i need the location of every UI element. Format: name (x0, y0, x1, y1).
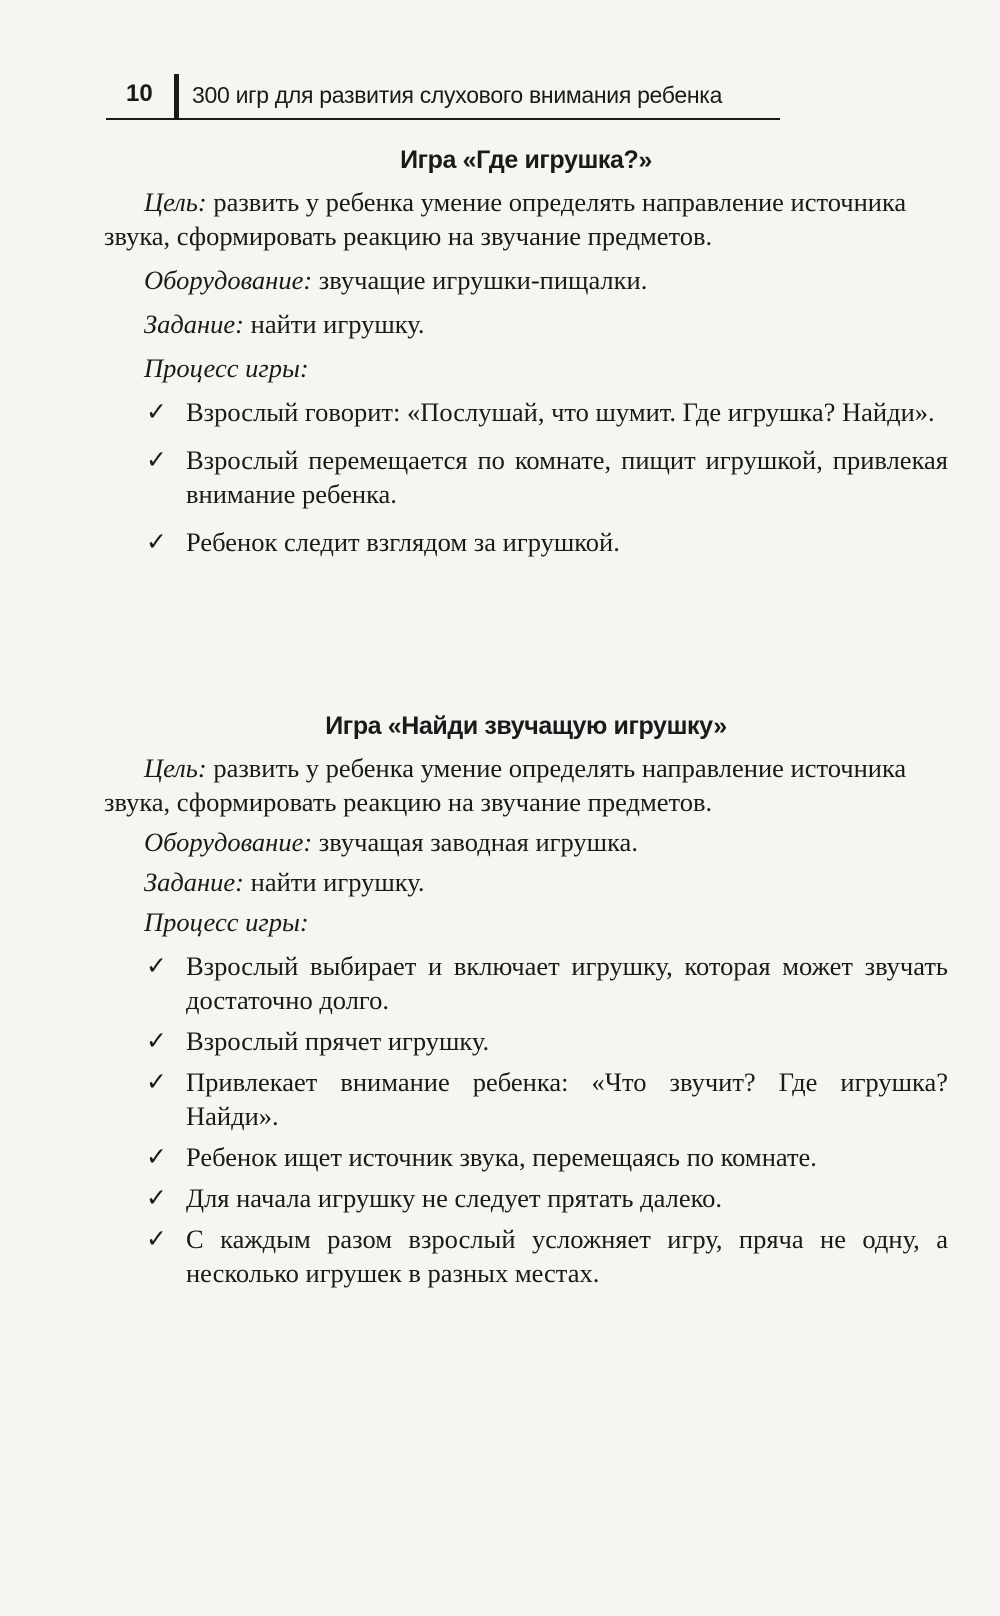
goal-label: Цель: (144, 187, 207, 217)
game-title: Игра «Где игрушка?» (400, 146, 652, 174)
list-item (104, 443, 948, 511)
equipment-paragraph (104, 825, 948, 859)
step-text: Ребенок следит взглядом за игрушкой. (186, 527, 620, 557)
step-text: С каждым разом взрослый усложняет игру, пряча не одну, а несколько игрушек в разных местах. (186, 1224, 948, 1288)
list-item (104, 949, 948, 1017)
goal-text: развить у ребенка умение определять направление источника звука, сформировать реакцию на звучание предметов. (104, 753, 907, 817)
equipment-label: Оборудование: (144, 827, 313, 857)
checkmark-icon: ✓ (146, 1026, 167, 1055)
game-section-2 (104, 712, 948, 1297)
step-text: Взрослый перемещается по комнате, пищит игрушкой, привлекая внимание ребенка. (186, 445, 948, 509)
process-label: Процесс игры: (144, 907, 309, 937)
step-text: Взрослый прячет игрушку. (186, 1026, 490, 1056)
checkmark-icon: ✓ (146, 1183, 167, 1212)
checkmark-icon: ✓ (146, 445, 167, 474)
equipment-label: Оборудование: (144, 265, 313, 295)
step-text: Привлекает внимание ребенка: «Что звучит? Где игрушка? Найди». (186, 1067, 948, 1131)
list-item (104, 1140, 948, 1174)
goal-label: Цель: (144, 753, 207, 783)
equipment-text: звучащие игрушки-пищалки. (318, 265, 648, 295)
step-text: Для начала игрушку не следует прятать далеко. (186, 1183, 722, 1213)
goal-paragraph (104, 751, 948, 819)
equipment-text: звучащая заводная игрушка. (318, 827, 638, 857)
task-label: Задание: (144, 309, 245, 339)
task-paragraph (104, 865, 948, 899)
game-title: Игра «Найди звучащую игрушку» (325, 712, 727, 740)
header-divider (174, 74, 179, 118)
checkmark-icon: ✓ (146, 1224, 167, 1253)
task-text: найти игрушку. (250, 867, 425, 897)
list-item (104, 1222, 948, 1290)
running-title: 300 игр для развития слухового внимания ребенка (192, 82, 723, 108)
task-paragraph (104, 307, 948, 341)
page-number: 10 (126, 80, 153, 107)
game-section-1 (104, 146, 948, 573)
list-item (104, 1065, 948, 1133)
list-item (104, 1024, 948, 1058)
checkmark-icon: ✓ (146, 1142, 167, 1171)
task-label: Задание: (144, 867, 245, 897)
list-item (104, 1181, 948, 1215)
checkmark-icon: ✓ (146, 397, 167, 426)
equipment-paragraph (104, 263, 948, 297)
goal-text: развить у ребенка умение определять направление источника звука, сформировать реакцию на звучание предметов. (104, 187, 907, 251)
step-text: Ребенок ищет источник звука, перемещаясь по комнате. (186, 1142, 817, 1172)
list-item (104, 525, 948, 559)
list-item (104, 395, 948, 429)
page-header (106, 70, 780, 120)
goal-paragraph (104, 185, 948, 253)
step-text: Взрослый говорит: «Послушай, что шумит. Где игрушка? Найди». (186, 397, 935, 427)
steps-list (104, 395, 948, 559)
step-text: Взрослый выбирает и включает игрушку, которая может звучать достаточно долго. (186, 951, 948, 1015)
checkmark-icon: ✓ (146, 527, 167, 556)
checkmark-icon: ✓ (146, 951, 167, 980)
checkmark-icon: ✓ (146, 1067, 167, 1096)
steps-list (104, 949, 948, 1290)
task-text: найти игрушку. (250, 309, 425, 339)
process-label: Процесс игры: (144, 353, 309, 383)
